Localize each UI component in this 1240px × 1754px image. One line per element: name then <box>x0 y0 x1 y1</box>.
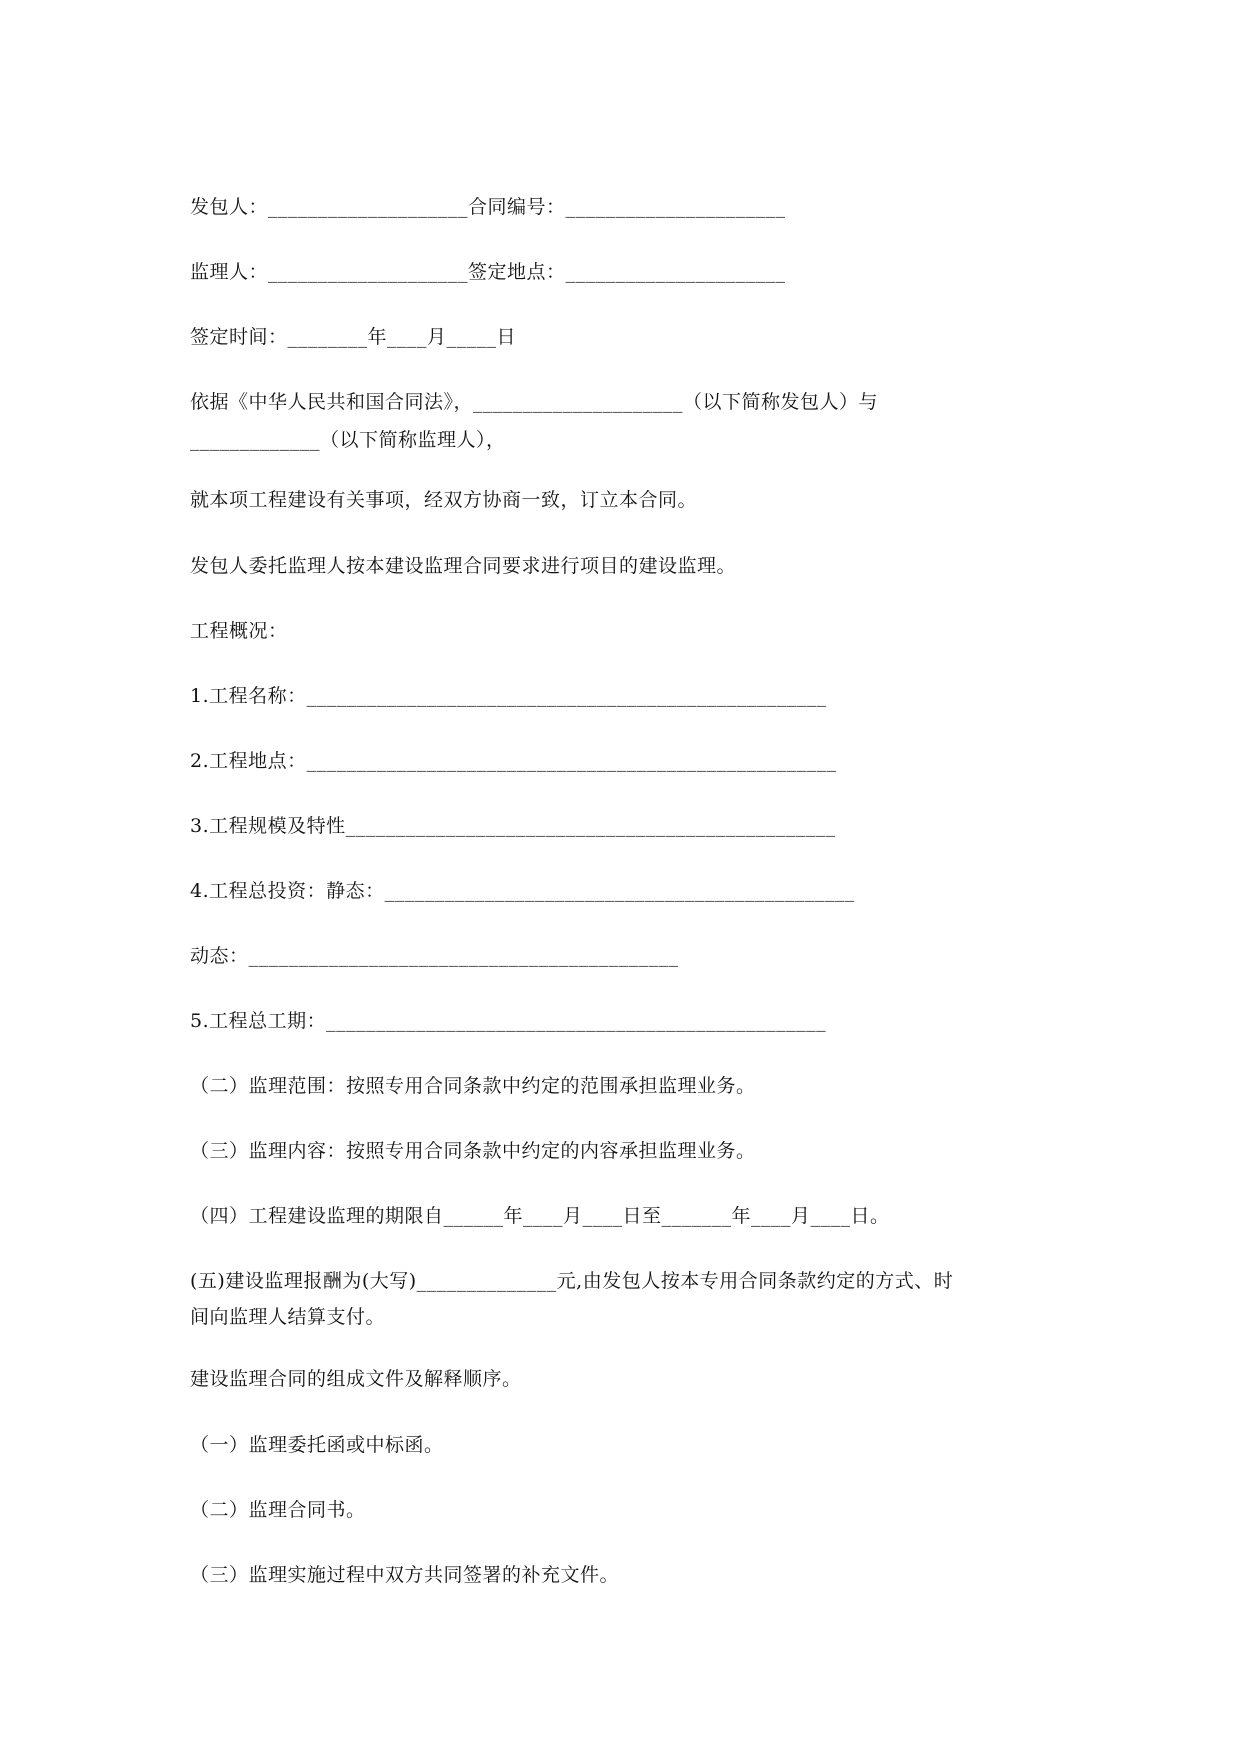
supervision-content-clause: （三）监理内容：按照专用合同条款中约定的内容承担监理业务。 <box>190 1140 756 1162</box>
document-item-3: （三）监理实施过程中双方共同签署的补充文件。 <box>190 1564 620 1586</box>
supervision-scope-clause: （二）监理范围：按照专用合同条款中约定的范围承担监理业务。 <box>190 1075 756 1097</box>
contract-documents-heading: 建设监理合同的组成文件及解释顺序。 <box>190 1368 522 1390</box>
employer-and-contract-number-line: 发包人：____________________合同编号：______________________ <box>190 196 786 218</box>
supervision-fee-clause-line-1: (五)建设监理报酬为(大写)______________元,由发包人按本专用合同条款约定的方式、时 <box>190 1270 954 1292</box>
legal-basis-line-1: 依据《中华人民共和国合同法》，_____________________（以下简称发包人）与 <box>190 391 879 413</box>
supervision-fee-clause-line-2: 间向监理人结算支付。 <box>190 1306 386 1328</box>
total-investment-static-line: 4.工程总投资：静态：_______________________________________________ <box>190 880 855 902</box>
total-investment-dynamic-line: 动态：___________________________________________ <box>190 945 679 967</box>
total-duration-line: 5.工程总工期：__________________________________________________ <box>190 1010 827 1032</box>
signing-date-line: 签定时间：________年____月_____日 <box>190 326 517 348</box>
supervision-period-clause: （四）工程建设监理的期限自______年____月____日至_______年____月____日。 <box>190 1205 890 1227</box>
document-item-2: （二）监理合同书。 <box>190 1499 366 1521</box>
agreement-statement: 就本项工程建设有关事项，经双方协商一致，订立本合同。 <box>190 489 698 511</box>
project-scale-line: 3.工程规模及特性_________________________________________________ <box>190 815 836 837</box>
legal-basis-line-2: _____________（以下简称监理人）， <box>190 429 506 451</box>
project-name-line: 1.工程名称：____________________________________________________ <box>190 685 827 707</box>
project-overview-heading: 工程概况： <box>190 620 288 642</box>
commission-statement: 发包人委托监理人按本建设监理合同要求进行项目的建设监理。 <box>190 555 737 577</box>
supervisor-and-signing-place-line: 监理人：____________________签定地点：______________________ <box>190 261 786 283</box>
project-location-line: 2.工程地点：_____________________________________________________ <box>190 750 837 772</box>
document-item-1: （一）监理委托函或中标函。 <box>190 1434 444 1456</box>
